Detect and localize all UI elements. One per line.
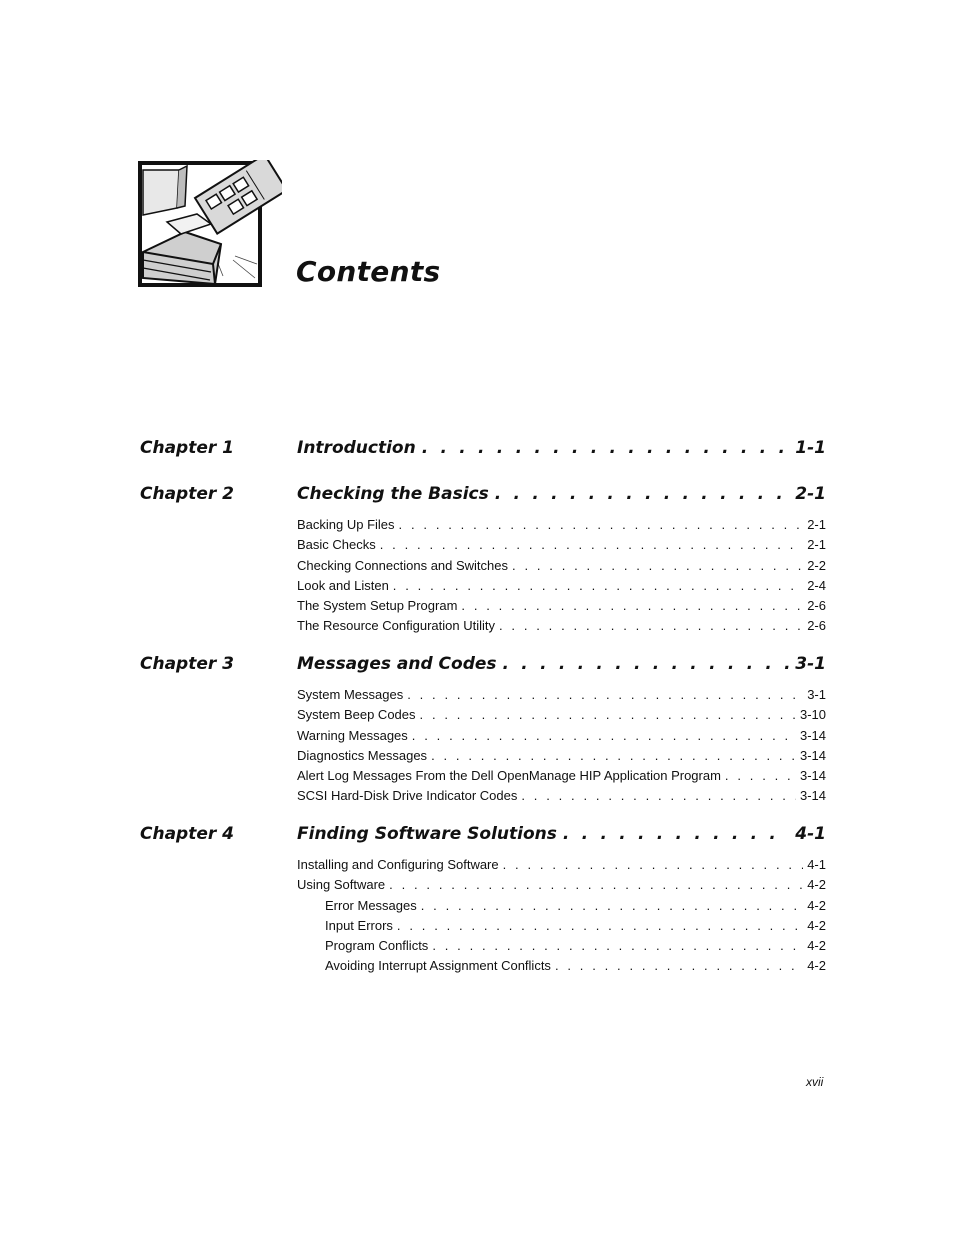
entry-page: 4-2 bbox=[807, 917, 826, 933]
dot-leader bbox=[521, 786, 796, 806]
section-list bbox=[297, 515, 826, 637]
dot-leader bbox=[380, 535, 803, 555]
dot-leader bbox=[393, 576, 803, 596]
toc-entry[interactable] bbox=[297, 855, 826, 875]
chapter-page: 3-1 bbox=[795, 654, 826, 674]
entry-page: 2-1 bbox=[807, 517, 826, 532]
dot-leader bbox=[407, 685, 803, 705]
entry-title: Backing Up Files bbox=[297, 517, 395, 532]
entry-page: 2-4 bbox=[807, 577, 826, 593]
dot-leader bbox=[421, 896, 803, 916]
toc-entry[interactable] bbox=[297, 616, 826, 636]
entry-title: Alert Log Messages From the Dell OpenManage HIP Application Program bbox=[297, 768, 721, 784]
toc-entry[interactable] bbox=[297, 596, 826, 616]
entry-title: SCSI Hard-Disk Drive Indicator Codes bbox=[297, 788, 518, 804]
toc-entry[interactable] bbox=[297, 726, 826, 746]
chapter-page: 4-1 bbox=[795, 824, 826, 844]
entry-page: 3-14 bbox=[799, 768, 826, 784]
dot-leader bbox=[503, 653, 790, 675]
dot-leader bbox=[555, 956, 803, 976]
toc-entry[interactable] bbox=[297, 556, 826, 576]
page-number: xvii bbox=[806, 1075, 824, 1089]
entry-page: 2-1 bbox=[807, 537, 826, 553]
dot-leader bbox=[461, 596, 803, 616]
entry-title: The System Setup Program bbox=[297, 598, 458, 614]
toc-subentry[interactable] bbox=[297, 896, 826, 916]
dot-leader bbox=[431, 746, 796, 766]
chapter-title-link[interactable] bbox=[297, 483, 826, 505]
dot-leader bbox=[503, 855, 804, 875]
dot-leader bbox=[420, 705, 796, 725]
toc-entry[interactable] bbox=[297, 786, 826, 806]
entry-title: Checking Connections and Switches bbox=[297, 557, 509, 573]
dot-leader bbox=[432, 936, 803, 956]
toc-entry[interactable] bbox=[297, 576, 826, 596]
dot-leader bbox=[512, 556, 803, 576]
dot-leader bbox=[563, 823, 789, 845]
entry-page: 3-14 bbox=[799, 747, 826, 763]
toc-subentry[interactable] bbox=[297, 936, 826, 956]
chapter-title: Finding Software Solutions bbox=[297, 824, 557, 844]
chapter-title: Checking the Basics bbox=[297, 484, 489, 504]
entry-page: 4-2 bbox=[807, 877, 826, 893]
chapter-page: 1-1 bbox=[795, 438, 826, 458]
dot-leader bbox=[499, 616, 803, 636]
chapter-label: Chapter 1 bbox=[140, 438, 235, 458]
toc-entry[interactable] bbox=[297, 685, 826, 705]
entry-page: 2-6 bbox=[807, 598, 826, 614]
toc-entry[interactable] bbox=[297, 515, 826, 535]
chapter-title: Introduction bbox=[297, 438, 416, 458]
dot-leader bbox=[412, 726, 796, 746]
toc-entry[interactable] bbox=[297, 746, 826, 766]
entry-title: Basic Checks bbox=[297, 537, 376, 553]
entry-title: System Messages bbox=[297, 687, 404, 702]
toc-entry[interactable] bbox=[297, 705, 826, 725]
entry-title: Look and Listen bbox=[297, 577, 389, 593]
dot-leader bbox=[399, 515, 804, 535]
section-list bbox=[297, 685, 826, 807]
entry-title: Error Messages bbox=[325, 897, 417, 913]
dot-leader bbox=[495, 483, 790, 505]
entry-title: Diagnostics Messages bbox=[297, 747, 428, 763]
entry-page: 3-14 bbox=[799, 788, 826, 804]
entry-page: 3-14 bbox=[799, 727, 826, 743]
chapter-title: Messages and Codes bbox=[297, 654, 497, 674]
section-list bbox=[297, 855, 826, 977]
entry-title: System Beep Codes bbox=[297, 707, 416, 723]
dot-leader bbox=[725, 766, 796, 786]
entry-page: 4-2 bbox=[807, 958, 826, 974]
dot-leader bbox=[389, 875, 803, 895]
manual-book-with-circuit-card-icon bbox=[137, 160, 282, 292]
entry-page: 4-2 bbox=[807, 938, 826, 954]
page-title: Contents bbox=[296, 255, 441, 288]
toc-subentry[interactable] bbox=[297, 956, 826, 976]
entry-page: 4-1 bbox=[807, 857, 826, 872]
toc-entry[interactable] bbox=[297, 535, 826, 555]
chapter-label: Chapter 4 bbox=[140, 824, 235, 844]
dot-leader bbox=[422, 437, 790, 459]
chapter-label: Chapter 3 bbox=[140, 654, 235, 674]
dot-leader bbox=[397, 916, 803, 936]
entry-title: Input Errors bbox=[325, 917, 393, 933]
entry-page: 3-10 bbox=[799, 707, 826, 723]
chapter-title-link[interactable] bbox=[297, 653, 826, 675]
chapter-page: 2-1 bbox=[795, 484, 826, 504]
entry-title: Avoiding Interrupt Assignment Conflicts bbox=[325, 958, 551, 974]
entry-page: 3-1 bbox=[807, 687, 826, 702]
toc-entry[interactable] bbox=[297, 766, 826, 786]
chapter-label: Chapter 2 bbox=[140, 484, 235, 504]
toc-entry[interactable] bbox=[297, 875, 826, 895]
entry-title: The Resource Configuration Utility bbox=[297, 618, 495, 634]
chapter-title-link[interactable] bbox=[297, 823, 826, 845]
entry-title: Warning Messages bbox=[297, 727, 408, 743]
entry-page: 2-2 bbox=[807, 557, 826, 573]
entry-title: Program Conflicts bbox=[325, 938, 429, 954]
toc-subentry[interactable] bbox=[297, 916, 826, 936]
entry-page: 2-6 bbox=[807, 618, 826, 634]
entry-title: Using Software bbox=[297, 877, 386, 893]
entry-page: 4-2 bbox=[807, 897, 826, 913]
chapter-title-link[interactable] bbox=[297, 437, 826, 459]
entry-title: Installing and Configuring Software bbox=[297, 857, 499, 872]
